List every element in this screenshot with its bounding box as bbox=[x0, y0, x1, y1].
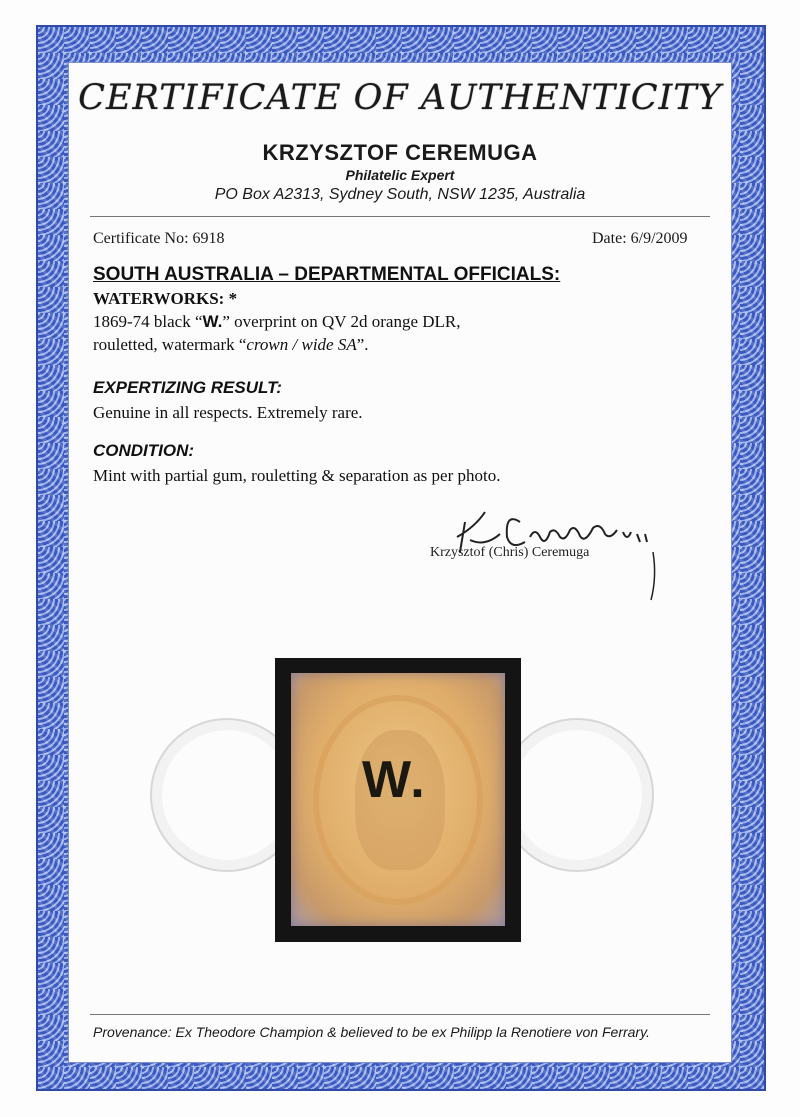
signer-name: Krzysztof (Chris) Ceremuga bbox=[430, 545, 590, 560]
result-text: Genuine in all respects. Extremely rare. bbox=[93, 403, 363, 422]
description-line-2 bbox=[93, 335, 369, 355]
divider bbox=[90, 216, 710, 217]
stamp-heading: SOUTH AUSTRALIA – DEPARTMENTAL OFFICIALS: bbox=[93, 264, 561, 285]
stamp-overprint: W. bbox=[362, 751, 427, 809]
description-line-1 bbox=[93, 312, 460, 332]
certificate-number: Certificate No: 6918 bbox=[93, 230, 225, 247]
condition-title: CONDITION: bbox=[93, 441, 195, 460]
provenance-note: Provenance: Ex Theodore Champion & believed to be ex Philipp la Renotiere von Ferrary. bbox=[93, 1024, 650, 1040]
watermark-label: crown / wide SA bbox=[246, 335, 357, 354]
right-embossed-seal bbox=[500, 718, 654, 872]
result-title: EXPERTIZING RESULT: bbox=[93, 378, 282, 397]
expert-address: PO Box A2313, Sydney South, NSW 1235, Australia bbox=[214, 186, 586, 203]
expert-name: KRZYSZTOF CEREMUGA bbox=[262, 140, 538, 165]
footer-divider bbox=[90, 1014, 710, 1015]
description-text: 1869-74 black “ bbox=[93, 312, 203, 331]
condition-text: Mint with partial gum, rouletting & separation as per photo. bbox=[93, 466, 501, 485]
stamp-subheading: WATERWORKS: * bbox=[93, 289, 238, 308]
description-text: ” overprint on QV 2d orange DLR, bbox=[222, 312, 461, 331]
description-text: ”. bbox=[356, 335, 369, 354]
overprint-label: W. bbox=[202, 312, 223, 331]
certificate-title: CERTIFICATE OF AUTHENTICITY bbox=[78, 78, 722, 118]
certificate-date: Date: 6/9/2009 bbox=[592, 230, 688, 247]
expert-role: Philatelic Expert bbox=[345, 167, 455, 183]
description-text: rouletted, watermark “ bbox=[93, 335, 247, 354]
